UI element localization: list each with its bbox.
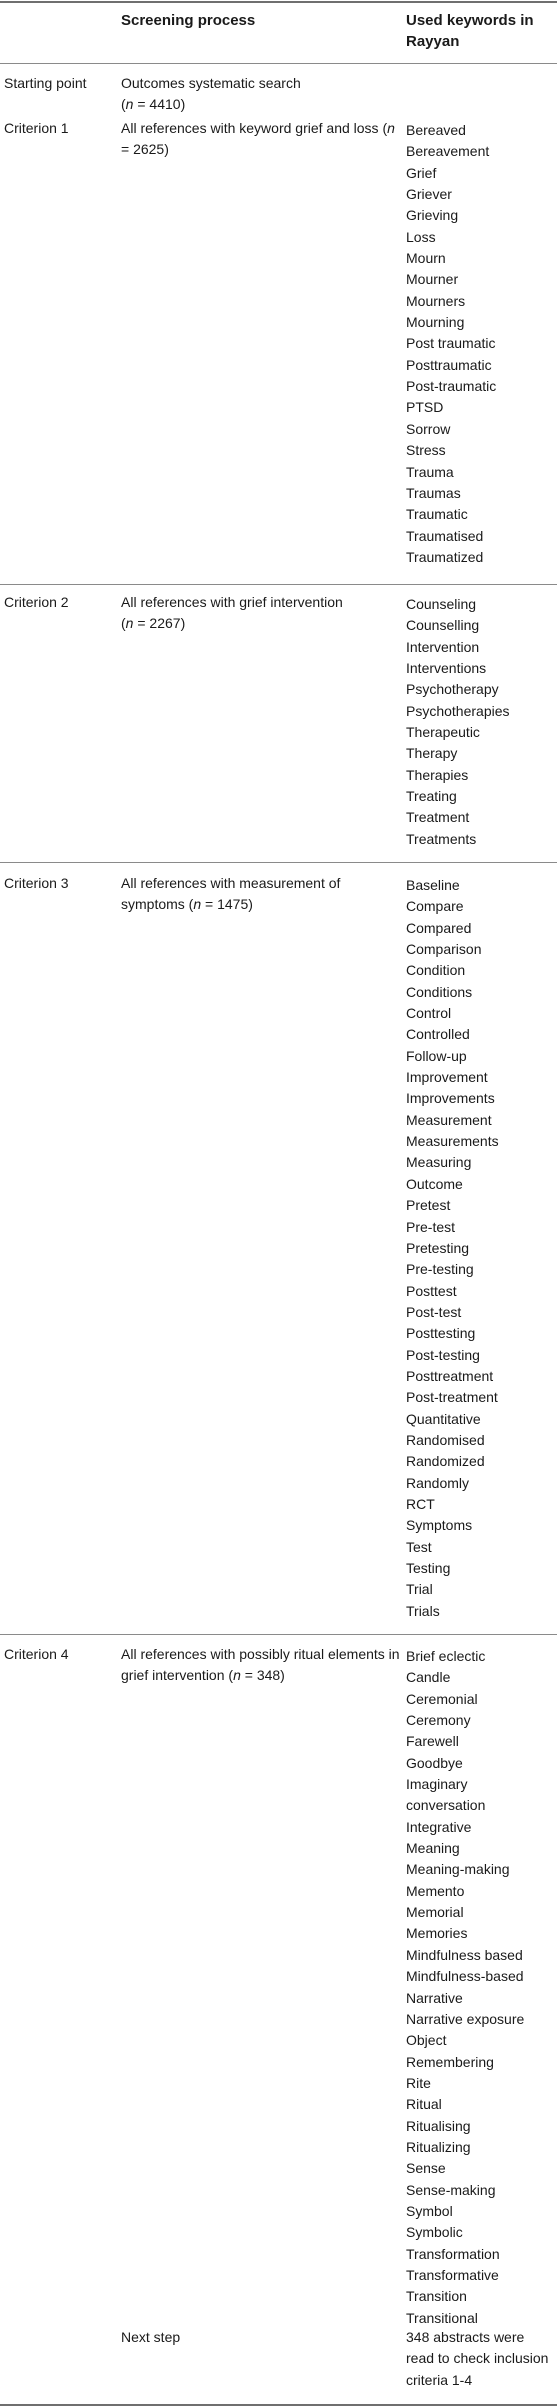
keyword-item: Transitional	[406, 2309, 478, 2326]
keyword-item: Counseling	[406, 596, 477, 612]
keyword-item: PTSD	[406, 399, 444, 416]
keyword-item: Sorrow	[406, 420, 451, 437]
keyword-item: Goodbye	[406, 1754, 463, 1771]
keyword-item: Posttreatment	[406, 1367, 494, 1384]
keyword-item: Meaning	[406, 1840, 460, 1857]
keyword-item: Integrative	[406, 1818, 472, 1835]
keyword-item: Griever	[406, 186, 452, 203]
keyword-item: Treatments	[406, 830, 477, 847]
keyword-item: Trial	[406, 1581, 433, 1598]
keyword-item: Posttraumatic	[406, 356, 492, 373]
keyword-item: Rite	[406, 2074, 431, 2091]
keyword-item: Randomized	[406, 1453, 485, 1470]
keyword-item: Object	[406, 2032, 447, 2049]
row-process-criterion-2	[121, 592, 391, 635]
keyword-item: Post traumatic	[406, 335, 496, 352]
keyword-item: Memories	[406, 1925, 468, 1942]
process-n: (n = 2267)	[121, 615, 186, 632]
keyword-item: Sense	[406, 2160, 446, 2177]
keyword-item: Memorial	[406, 1904, 464, 1921]
keyword-item: Pre-testing	[406, 1261, 474, 1278]
keyword-item: Comparison	[406, 941, 482, 958]
keyword-item: Post-treatment	[406, 1389, 498, 1406]
keyword-item: Trauma	[406, 463, 454, 480]
keyword-item: Mourn	[406, 250, 446, 267]
keyword-item: Post-testing	[406, 1346, 480, 1363]
keyword-item: Mindfulness-based	[406, 1968, 524, 1985]
keyword-item: Traumas	[406, 484, 461, 501]
keyword-item: Posttesting	[406, 1325, 476, 1342]
keyword-item: Posttest	[406, 1282, 457, 1299]
row-stage-criterion-1: Criterion 1	[4, 120, 69, 136]
keyword-item: Controlled	[406, 1026, 470, 1043]
keyword-item: Mourning	[406, 314, 465, 331]
keyword-item: Grieving	[406, 207, 459, 224]
keyword-item: Narrative exposure	[406, 2010, 525, 2027]
keyword-item: Grief	[406, 164, 437, 181]
keyword-item: Counselling	[406, 617, 480, 634]
keyword-item: Randomly	[406, 1474, 470, 1491]
keyword-item: Transition	[406, 2288, 467, 2305]
keyword-item: Measuring	[406, 1154, 472, 1171]
process-text: Outcomes systematic search	[121, 75, 301, 91]
keyword-item: Pre-test	[406, 1218, 456, 1235]
keyword-item: Randomised	[406, 1431, 485, 1448]
row-process-criterion-1: All references with keyword grief and loss (n = 2625)	[121, 120, 395, 158]
header-screening-process: Screening process	[121, 12, 256, 29]
keyword-item: Testing	[406, 1560, 451, 1576]
keyword-item: Traumatised	[406, 527, 484, 544]
keyword-item: Stress	[406, 442, 446, 459]
keyword-item: Quantitative	[406, 1410, 481, 1427]
table-bottom-rule	[0, 2404, 557, 2406]
keyword-item: Symptoms	[406, 1517, 473, 1534]
keyword-item: Baseline	[406, 877, 460, 893]
keyword-item: Ceremonial	[406, 1690, 478, 1707]
keyword-item: Compared	[406, 919, 472, 936]
keyword-item: Symbol	[406, 2202, 453, 2219]
keyword-item: Imaginary	[406, 1776, 468, 1793]
row-process-criterion-3: All references with measurement of symptoms (n = 1475)	[121, 875, 341, 913]
keyword-item: Ceremony	[406, 1712, 471, 1729]
keyword-item: Improvements	[406, 1090, 495, 1107]
keyword-item: Ritual	[406, 2096, 442, 2113]
keyword-item: conversation	[406, 1797, 486, 1814]
keyword-item: Memento	[406, 1882, 465, 1899]
keyword-list-criterion-4	[406, 1646, 556, 2329]
keyword-item: Follow-up	[406, 1047, 467, 1064]
keyword-list-criterion-2	[406, 594, 556, 850]
keyword-item: Meaning-making	[406, 1861, 510, 1878]
keyword-item: Post-test	[406, 1303, 462, 1320]
keyword-item: Bereavement	[406, 143, 490, 160]
row-process-next-step: Next step	[121, 2329, 181, 2345]
row-stage-criterion-3: Criterion 3	[4, 875, 69, 891]
keyword-item: Bereaved	[406, 122, 466, 138]
keyword-item: Therapeutic	[406, 724, 480, 741]
keyword-item: RCT	[406, 1495, 435, 1512]
keyword-item: Sense-making	[406, 2181, 496, 2198]
header-used-keywords: Used keywords in Rayyan	[406, 12, 534, 50]
keyword-item: Pretesting	[406, 1239, 470, 1256]
keyword-item: Farewell	[406, 1733, 459, 1750]
keyword-item: Control	[406, 1005, 452, 1022]
keyword-item: Loss	[406, 228, 436, 245]
header-rule	[0, 63, 557, 64]
keyword-item: Remembering	[406, 2053, 494, 2070]
row-keywords-next-step: 348 abstracts were read to check inclusion criteria 1-4	[406, 2329, 549, 2388]
keyword-item: Therapies	[406, 766, 469, 783]
keyword-item: Candle	[406, 1669, 451, 1686]
row-rule-3	[0, 1634, 557, 1635]
keyword-item: Traumatized	[406, 548, 484, 565]
keyword-item: Transformation	[406, 2245, 500, 2262]
keyword-item: Pretest	[406, 1197, 451, 1214]
keyword-item: Psychotherapy	[406, 681, 499, 698]
keyword-item: Outcome	[406, 1175, 463, 1192]
keyword-item: Therapy	[406, 745, 458, 762]
keyword-list-criterion-1	[406, 120, 556, 568]
row-stage-starting-point: Starting point	[4, 75, 87, 91]
row-process-starting-point	[121, 73, 391, 116]
keyword-item: Mourner	[406, 271, 459, 288]
keyword-item: Trials	[406, 1602, 440, 1619]
keyword-item: Condition	[406, 962, 466, 979]
keyword-item: Mourners	[406, 292, 466, 309]
keyword-item: Measurements	[406, 1133, 499, 1150]
keyword-item: Treatment	[406, 809, 470, 826]
table-top-rule	[0, 1, 557, 3]
keyword-item: Intervention	[406, 638, 480, 655]
keyword-item: Compare	[406, 898, 464, 915]
row-rule-1	[0, 584, 557, 585]
row-process-criterion-4: All references with possibly ritual elements in grief intervention (n = 348)	[121, 1646, 400, 1684]
process-n: (n = 4410)	[121, 96, 186, 113]
keyword-list-criterion-3	[406, 875, 556, 1622]
keyword-item: Measurement	[406, 1111, 492, 1128]
keyword-item: Test	[406, 1538, 432, 1555]
keyword-item: Psychotherapies	[406, 702, 510, 719]
keyword-item: Ritualizing	[406, 2138, 471, 2155]
keyword-item: Improvement	[406, 1069, 488, 1086]
row-rule-2	[0, 862, 557, 863]
keyword-item: Symbolic	[406, 2224, 463, 2241]
keyword-item: Treating	[406, 788, 457, 805]
process-text: All references with grief intervention	[121, 594, 343, 610]
row-stage-criterion-4: Criterion 4	[4, 1646, 69, 1662]
keyword-item: Narrative	[406, 1989, 463, 2006]
keyword-item: Transformative	[406, 2266, 499, 2283]
keyword-item: Traumatic	[406, 506, 468, 523]
keyword-item: Conditions	[406, 983, 473, 1000]
row-stage-criterion-2: Criterion 2	[4, 594, 69, 610]
keyword-item: Post-traumatic	[406, 378, 497, 395]
keyword-item: Mindfulness based	[406, 1946, 523, 1963]
keyword-item: Ritualising	[406, 2117, 471, 2134]
keyword-item: Interventions	[406, 660, 487, 677]
keyword-item: Brief eclectic	[406, 1648, 486, 1664]
